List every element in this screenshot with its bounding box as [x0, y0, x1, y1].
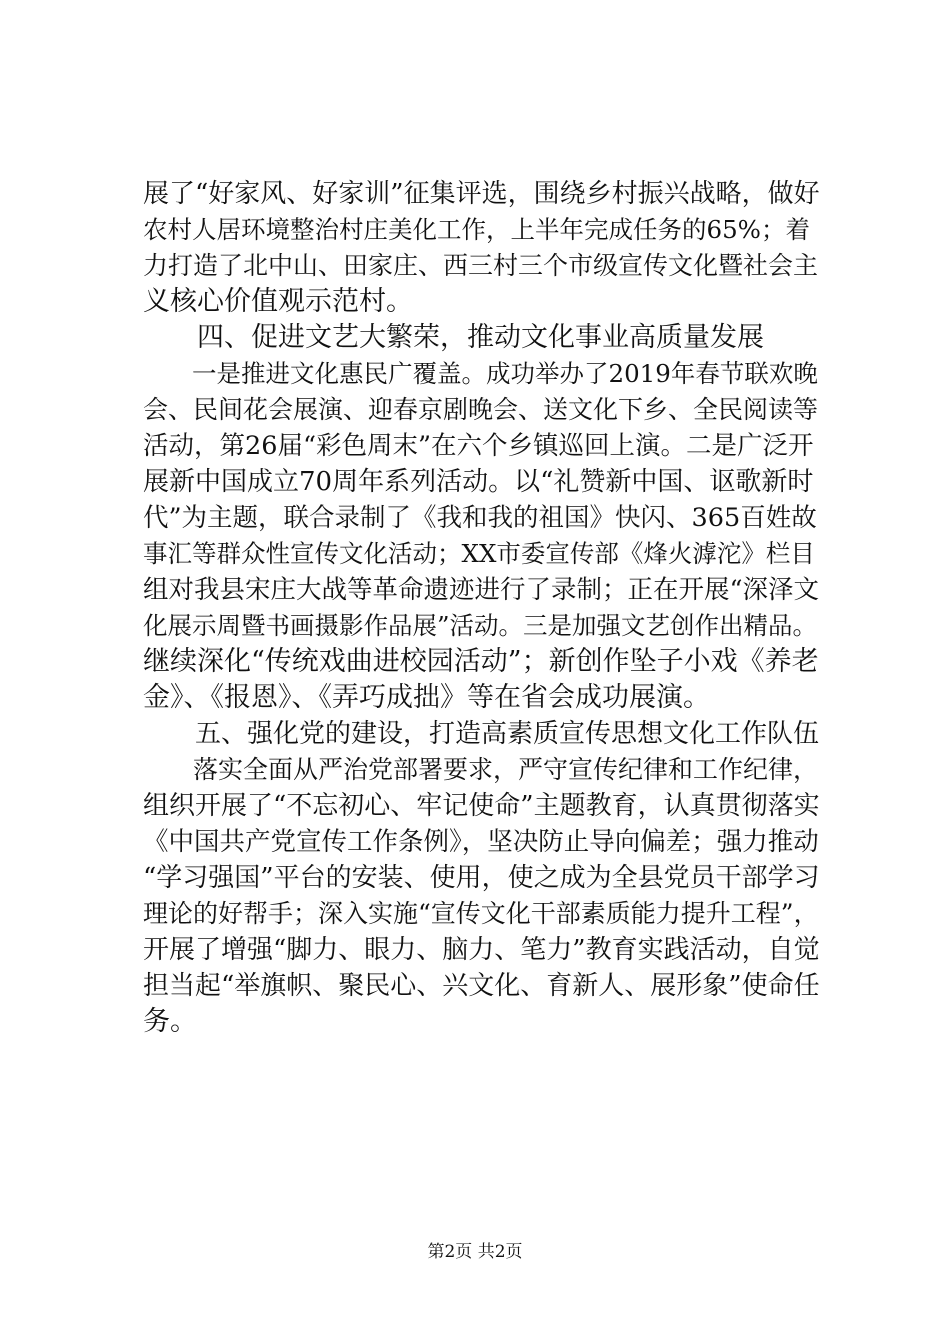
section-heading: 五、强化党的建设，打造高素质宣传思想文化工作队伍: [143, 719, 820, 749]
body-text-line: 继续深化“传统戏曲进校园活动”；新创作坠子小戏《养老: [143, 646, 819, 677]
body-text-line: 农村人居环境整治村庄美化工作，上半年完成任务的65%；着: [143, 215, 810, 244]
body-text-line: 组对我县宋庄大战等革命遗迹进行了录制；正在开展“深泽文: [143, 575, 820, 605]
body-text-line: 理论的好帮手；深入实施“宣传文化干部素质能力提升工程”，: [143, 899, 819, 928]
body-text-line: 一是推进文化惠民广覆盖。成功举办了2019年春节联欢晚: [143, 359, 818, 388]
body-text-line: 代”为主题，联合录制了《我和我的祖国》快闪、365百姓故: [143, 503, 817, 533]
body-text-line: 化展示周暨书画摄影作品展”活动。三是加强文艺创作出精品。: [143, 611, 818, 640]
body-text-line: 担当起“举旗帜、聚民心、兴文化、育新人、展形象”使命任: [143, 971, 820, 1001]
body-text-line: “学习强国”平台的安装、使用，使之成为全县党员干部学习: [143, 863, 820, 893]
body-text-line: 会、民间花会展演、迎春京剧晚会、送文化下乡、全民阅读等: [143, 395, 819, 424]
body-text-line: 展新中国成立70周年系列活动。以“礼赞新中国、讴歌新时: [143, 467, 814, 497]
body-text-line: 开展了增强“脚力、眼力、脑力、笔力”教育实践活动，自觉: [143, 935, 820, 965]
section-heading: 四、促进文艺大繁荣，推动文化事业高质量发展: [143, 322, 764, 353]
body-text-line: 《中国共产党宣传工作条例》，坚决防止导向偏差；强力推动: [143, 827, 819, 857]
page-number-footer: 第2页 共2页: [427, 1242, 523, 1262]
body-text-line: 务。: [143, 1006, 197, 1037]
body-text-line: 组织开展了“不忘初心、牢记使命”主题教育，认真贯彻落实: [143, 791, 820, 821]
body-text-line: 事汇等群众性宣传文化活动；XX市委宣传部《烽火滹沱》栏目: [143, 539, 815, 568]
body-text-line: 展了“好家风、好家训”征集评选，围绕乡村振兴战略，做好: [143, 179, 820, 209]
body-text-line: 落实全面从严治党部署要求，严守宣传纪律和工作纪律，: [143, 755, 819, 784]
body-text-line: 金》、《报恩》、《弄巧成拙》等在省会成功展演。: [143, 682, 710, 713]
body-text-line: 力打造了北中山、田家庄、西三村三个市级宣传文化暨社会主: [143, 251, 819, 280]
body-text-line: 义核心价值观示范村。: [143, 286, 413, 317]
body-text-line: 活动，第26届“彩色周末”在六个乡镇巡回上演。二是广泛开: [143, 431, 814, 461]
